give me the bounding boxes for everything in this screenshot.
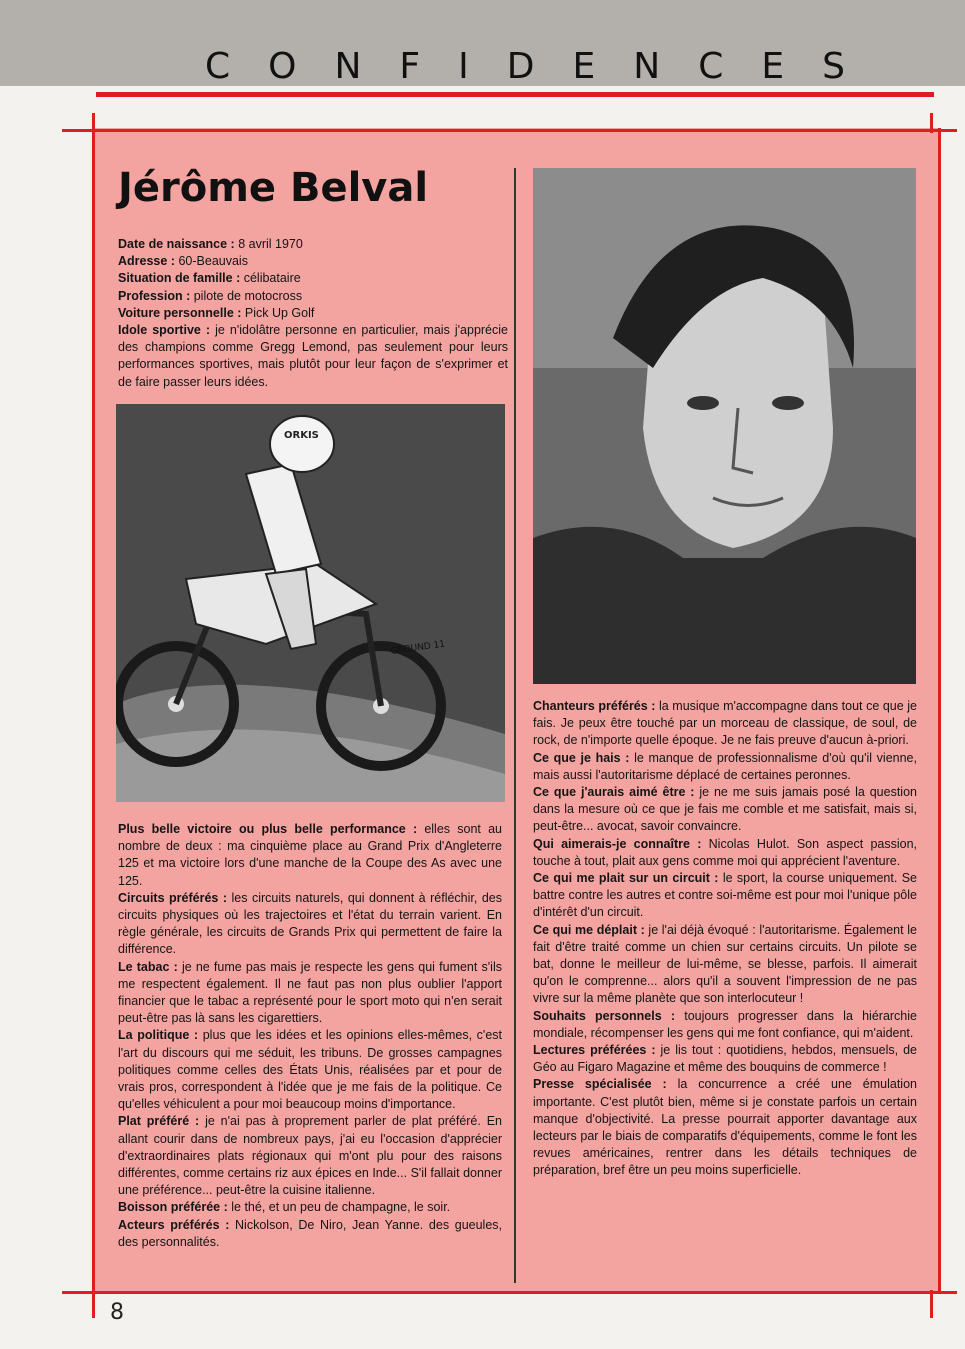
interview-answer-text: je lis tout : quotidiens, hebdos, mensuels, de Géo au Figaro Magazine et même des bouquins de commerce ! [533, 1043, 917, 1075]
interview-answer-paragraph [533, 870, 917, 922]
profile-fact-paragraph [118, 288, 508, 305]
section-title-letter: E [572, 45, 596, 87]
interview-answer-paragraph [533, 1042, 917, 1076]
interview-answer-label: Ce que je hais : [533, 750, 630, 765]
interview-answer-label: Le tabac : [118, 959, 178, 974]
profile-fact-label: Profession : [118, 288, 191, 303]
interview-answer-text: je l'ai déjà évoqué : l'autoritarisme. Également le fait d'être traité comme un chien sur certains circuits. Un pilote se bat, donne le meilleur de lui-même, se blesse, parfois. Il aimerait qu'on le comprenne... alors qu'il a souvent l'impression de ne pas vivre sur la même planète que son interlocuteur ! [533, 922, 917, 1006]
profile-fact-paragraph [118, 305, 508, 322]
interview-answer-paragraph [118, 890, 502, 959]
interview-answer-label: Qui aimerais-je connaître : [533, 836, 702, 851]
interview-answer-label: Ce qui me déplait : [533, 922, 645, 937]
interview-answer-text: Nickolson, De Niro, Jean Yanne. des gueules, des personnalités. [118, 1217, 502, 1249]
interview-answer-label: Acteurs préférés : [118, 1217, 230, 1232]
interview-answer-paragraph [533, 750, 917, 784]
helmet [270, 416, 334, 472]
frame-tick [92, 1290, 95, 1318]
section-title-letter: I [458, 45, 469, 87]
profile-fact-label: Date de naissance : [118, 237, 235, 251]
interview-answer-paragraph [118, 1027, 502, 1113]
interview-answer-paragraph [118, 959, 502, 1028]
section-title [205, 46, 845, 86]
interview-answer-paragraph [118, 821, 502, 890]
interview-answer-text: je ne me suis jamais posé la question dans la mesure où ce que je fais me comble et me satisfait, mais si, peut-être... avocat, savoir convaincre. [533, 785, 917, 834]
interview-answer-paragraph [533, 784, 917, 836]
section-title-letter: N [334, 45, 362, 87]
profile-fact-label: Adresse : [118, 254, 175, 269]
interview-answer-label: Plus belle victoire ou plus belle performance : [118, 822, 418, 836]
frame-line-bottom [62, 1291, 957, 1294]
interview-answer-label: Chanteurs préférés : [533, 699, 656, 713]
portrait-photo [533, 168, 916, 684]
frame-tick [930, 113, 933, 133]
interview-answer-text: les circuits naturels, qui donnent à réfléchir, des circuits physiques où les trajectoires et l'état du terrain varient. En règle générale, les circuits de Grands Prix qui permettent de faire la différence. [118, 890, 503, 957]
interview-answer-label: Ce qui me plait sur un circuit : [533, 871, 719, 886]
interview-answer-paragraph [533, 836, 917, 870]
bike-decal: GROUND 11 [390, 639, 446, 657]
profile-fact-text: 60-Beauvais [174, 254, 248, 269]
interview-answer-label: La politique : [118, 1028, 199, 1043]
interview-right-column [533, 698, 917, 1180]
section-title-letter: F [399, 45, 421, 87]
profile-fact-label: Situation de famille : [118, 271, 241, 286]
interview-answer-text: le sport, la course uniquement. Se battre contre les autres et contre soi-même est pour moi l'unique pôle d'intérêt d'un circuit. [533, 871, 917, 920]
interview-answer-label: Souhaits personnels : [533, 1008, 676, 1023]
column-divider [514, 168, 516, 1283]
interview-answer-text: le thé, et un peu de champagne, le soir. [227, 1200, 451, 1215]
section-title-letter: C [205, 45, 231, 87]
interview-answer-paragraph [533, 922, 917, 1008]
interview-answer-label: Boisson préférée : [118, 1200, 228, 1215]
section-title-letter: S [822, 45, 845, 87]
profile-fact-text: 8 avril 1970 [234, 237, 303, 251]
interview-answer-text: je n'ai pas à proprement parler de plat préféré. En allant courir dans de nombreux pays, j'ai eu l'occasion d'apprécier d'extraordinaires plats régionaux qui m'ont plu pour des raisons différentes, comme certains riz aux épices en Inde... S'il fallait donner une préférence... peut-être la cuisine italienne. [118, 1114, 503, 1198]
interview-answer-text: la musique m'accompagne dans tout ce que je fais. Je peux être touché par un morceau de classique, de soul, de rock, de n'importe quelle époque. Je ne fais preuve d'aucun à-priori. [533, 699, 917, 748]
interview-answer-text: Nicolas Hulot. Son aspect passion, touche à tout, plait aux gens comme moi qui apprécient l'aventure. [533, 836, 917, 868]
profile-facts [118, 236, 508, 391]
interview-answer-label: Lectures préférées : [533, 1043, 656, 1058]
portrait-illustration [533, 168, 916, 684]
profile-fact-text: je n'idolâtre personne en particulier, mais j'apprécie des champions comme Gregg Lemond, pas seulement pour leurs performances sportives, mais plutôt pour leur façon de s'exprimer et de faire passer leurs idées. [118, 323, 508, 389]
profile-fact-paragraph [118, 322, 508, 391]
interview-answer-text: le manque de professionnalisme d'où qu'il vienne, mais aussi l'autoritarisme déplacé de certaines peronnes. [533, 750, 917, 782]
helmet-brand: ORKIS [284, 430, 319, 441]
motocross-illustration [116, 404, 505, 802]
profile-fact-paragraph [118, 253, 508, 270]
section-title-letter: N [633, 45, 661, 87]
interview-answer-paragraph [118, 1113, 502, 1199]
frame-tick [92, 113, 95, 133]
interview-answer-text: elles sont au nombre de deux : ma cinquième place au Grand Prix d'Angleterre 125 et ma victoire lors d'une manche de la Coupe des As avec une 125. [118, 822, 502, 888]
profile-fact-label: Idole sportive : [118, 323, 211, 338]
section-title-letter: O [268, 45, 297, 87]
interview-answer-paragraph [533, 1008, 917, 1042]
interview-answer-text: plus que les idées et les opinions elles-mêmes, c'est l'art du discours qui me séduit, les tribuns. De grosses campagnes politiques comme celles des États Unis, réalisées par et pour de vrais pros, correspondent à l'idée que je me fais de la politique. Ce qu'elles véhiculent a pour moi beaucoup moins d'importance. [118, 1028, 502, 1112]
profile-fact-paragraph [118, 236, 508, 253]
motocross-photo [116, 404, 505, 802]
section-title-letter: C [698, 45, 724, 87]
interview-answer-text: je ne fume pas mais je respecte les gens qui fument s'ils me respectent également. Il ne faut pas non plus oublier l'apport financier que le tabac a représenté pour le sport moto qui n'en serait peut-être pas là sans les cigarettiers. [118, 959, 502, 1026]
interview-answer-label: Circuits préférés : [118, 890, 228, 905]
profile-fact-label: Voiture personnelle : [118, 305, 242, 320]
interview-answer-paragraph [533, 698, 917, 750]
profile-fact-text: Pick Up Golf [241, 305, 315, 320]
interview-answer-label: Plat préféré : [118, 1114, 200, 1129]
interview-answer-label: Ce que j'aurais aimé être : [533, 785, 695, 800]
interview-answer-text: la concurrence a créé une émulation importante. C'est plutôt bien, même si je constate parfois un certain manque d'objectivité. La presse pourrait apporter davantage aux lecteurs par le biais de comparatifs d'équipements, comme le font les revues américaines, rentrer dans les détails techniques de préparation, bref être un peu moins superficielle. [533, 1077, 917, 1178]
page-number: 8 [110, 1300, 124, 1325]
interview-answer-paragraph [533, 1076, 917, 1179]
section-title-letter: D [506, 45, 535, 87]
profile-fact-paragraph [118, 270, 508, 287]
interview-answer-paragraph [118, 1199, 502, 1216]
profile-fact-text: pilote de motocross [190, 288, 303, 303]
article-title: Jérôme Belval [118, 165, 429, 211]
header-rule [96, 92, 934, 97]
frame-tick [930, 1290, 933, 1318]
interview-answer-text: toujours progresser dans la hiérarchie mondiale, récompenser les gens qui me font confiance, qui m'aident. [533, 1008, 917, 1040]
profile-fact-text: célibataire [240, 271, 301, 286]
interview-answer-label: Presse spécialisée : [533, 1077, 667, 1092]
section-title-letter: E [761, 45, 785, 87]
interview-left-column [118, 821, 502, 1251]
frame-line-top [62, 129, 957, 132]
interview-answer-paragraph [118, 1217, 502, 1251]
